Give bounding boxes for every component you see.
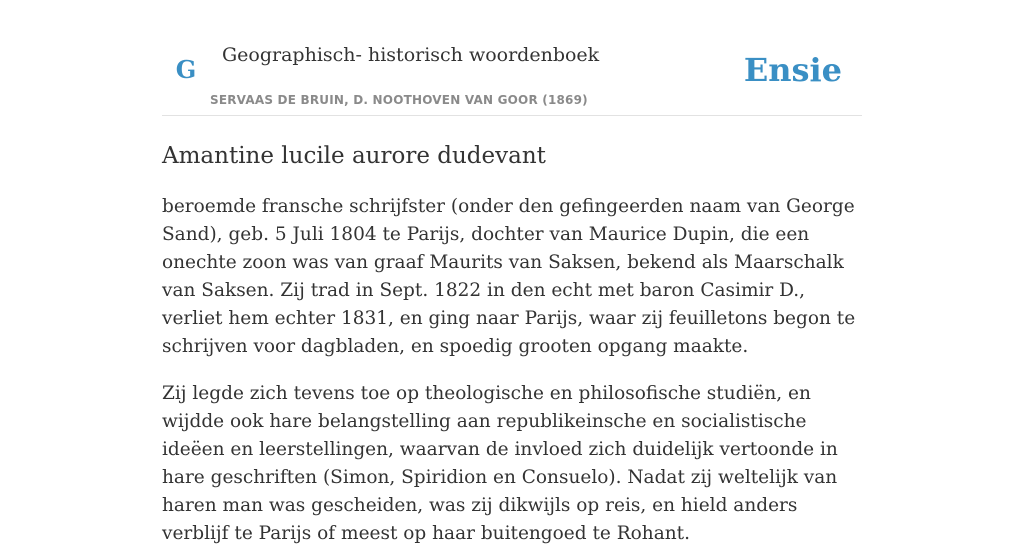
dictionary-letter-badge[interactable]: G <box>175 55 197 84</box>
book-title[interactable]: Geographisch- historisch woordenboek <box>222 44 600 66</box>
entry-paragraph: beroemde fransche schrijfster (onder den gefingeerden naam van George Sand), geb. 5 Juli 1804 te Parijs, dochter van Maurice Dupin, die een onechte zoon was van graaf Maurits van Saksen, bekend als Maarschalk van Saksen. Zij trad in Sept. 1822 in den echt met baron Casimir D., verliet hem echter 1831, en ging naar Parijs, waar zij feuilletons begon te schrijven voor dagbladen, en spoedig grooten opgang maakte. <box>162 196 856 357</box>
entry-paragraph: Zij legde zich tevens toe op theologische en philosofische studiën, en wijdde ook hare belangstelling aan republikeinsche en socialistische ideëen en leerstellingen, waarvan de invloed zich duidelijk vertoonde in hare geschriften (Simon, Spiridion en Consuelo). Nadat zij weltelijk van haren man was gescheiden, was zij dikwijls op reis, en hield anders verblijf te Parijs of meest op haar buitengoed te Rohant. <box>162 383 838 544</box>
page-header <box>162 0 862 116</box>
entry-body <box>162 193 862 548</box>
ensie-logo-link[interactable]: Ensie <box>743 51 842 89</box>
entry-title: Amantine lucile aurore dudevant <box>162 143 546 169</box>
book-authors-year: SERVAAS DE BRUIN, D. NOOTHOVEN VAN GOOR (1869) <box>210 93 588 107</box>
page-container <box>162 0 862 548</box>
